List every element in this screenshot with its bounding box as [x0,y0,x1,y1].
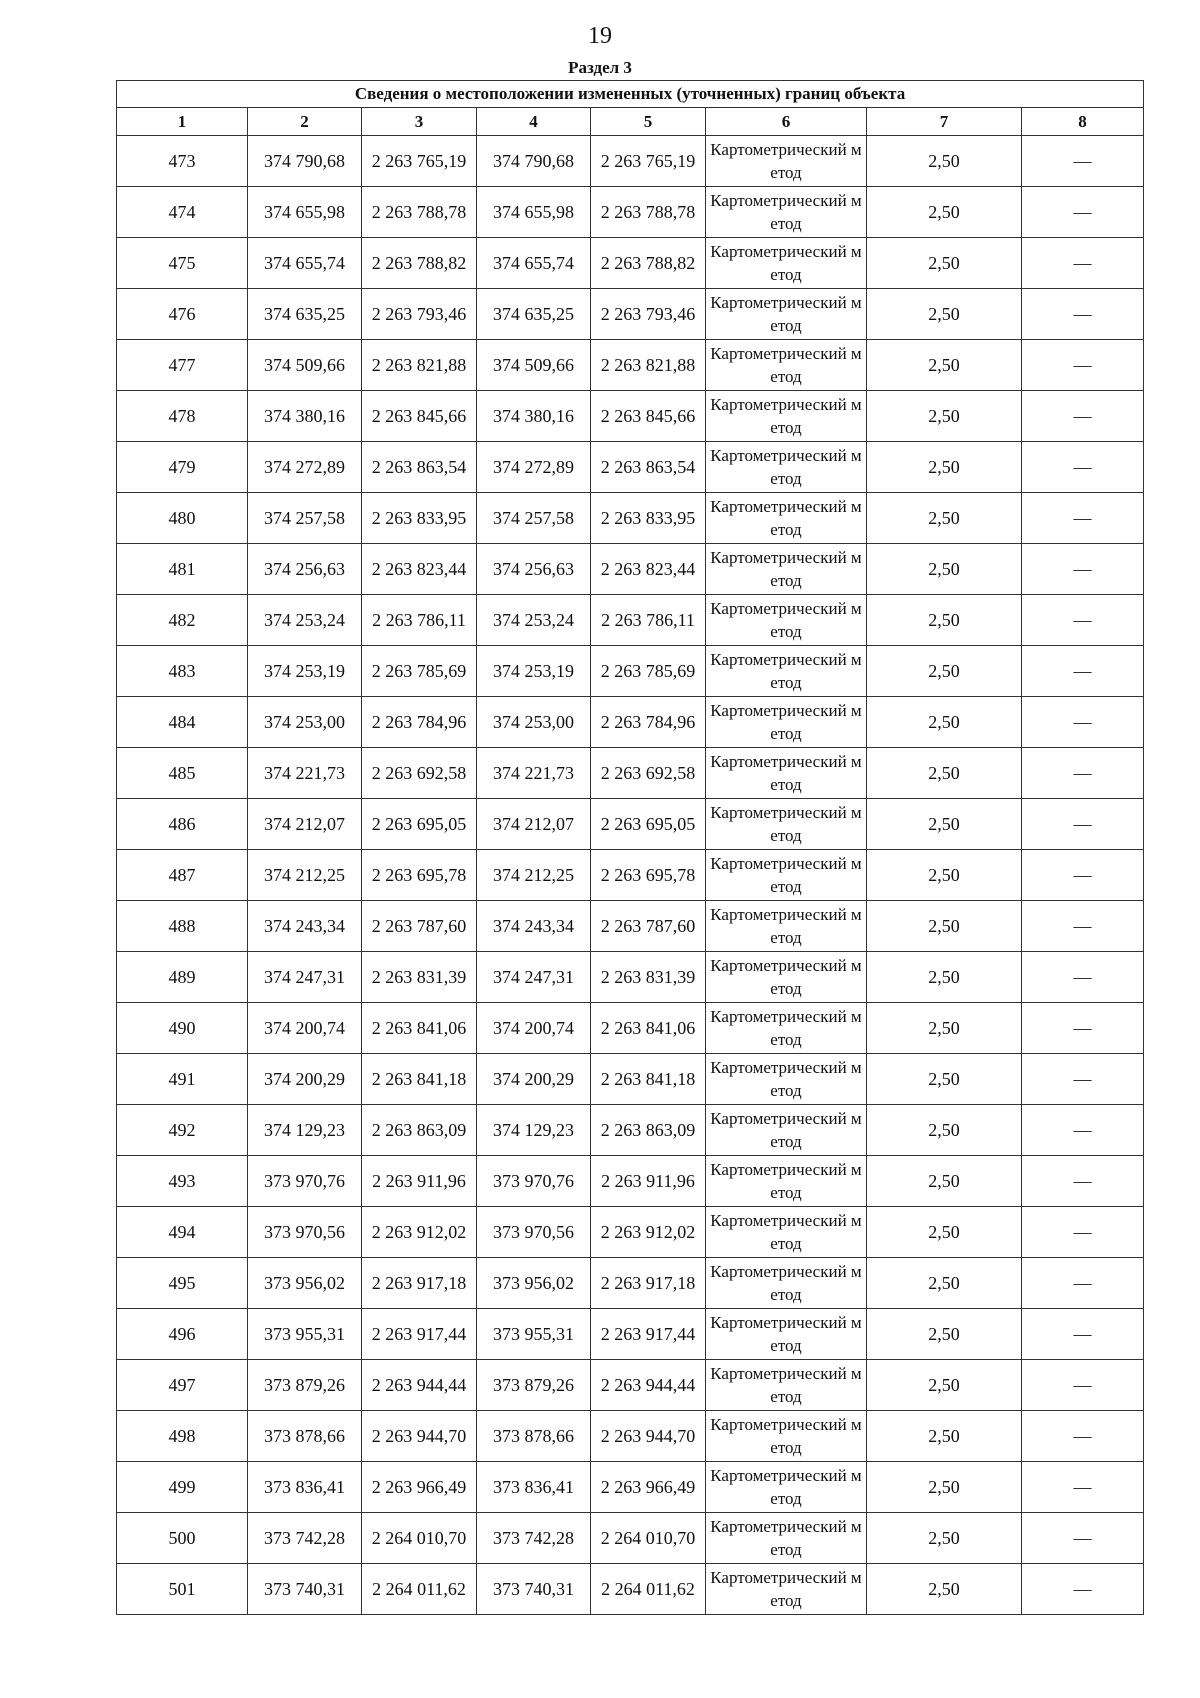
method-cell: Картометрический метод [706,901,867,952]
old-x-cell: 373 879,26 [248,1360,362,1411]
new-y-cell: 2 263 966,49 [591,1462,706,1513]
accuracy-cell: 2,50 [867,1462,1022,1513]
old-x-cell: 374 635,25 [248,289,362,340]
accuracy-cell: 2,50 [867,391,1022,442]
point-number-cell: 494 [117,1207,248,1258]
accuracy-cell: 2,50 [867,442,1022,493]
old-x-cell: 374 221,73 [248,748,362,799]
point-number-cell: 480 [117,493,248,544]
accuracy-cell: 2,50 [867,1156,1022,1207]
new-x-cell: 373 956,02 [477,1258,591,1309]
old-y-cell: 2 263 911,96 [362,1156,477,1207]
boundary-coordinates-table [116,80,1144,1615]
point-number-cell: 474 [117,187,248,238]
accuracy-cell: 2,50 [867,850,1022,901]
table-row [117,544,1144,595]
old-y-cell: 2 263 833,95 [362,493,477,544]
point-number-cell: 481 [117,544,248,595]
description-cell: — [1022,187,1144,238]
accuracy-cell: 2,50 [867,646,1022,697]
method-cell: Картометрический метод [706,1156,867,1207]
point-number-cell: 499 [117,1462,248,1513]
old-y-cell: 2 263 785,69 [362,646,477,697]
old-y-cell: 2 263 788,82 [362,238,477,289]
table-row [117,1207,1144,1258]
new-x-cell: 374 257,58 [477,493,591,544]
old-y-cell: 2 263 863,09 [362,1105,477,1156]
old-x-cell: 374 256,63 [248,544,362,595]
point-number-cell: 493 [117,1156,248,1207]
table-row [117,1105,1144,1156]
new-x-cell: 374 655,98 [477,187,591,238]
old-x-cell: 374 243,34 [248,901,362,952]
description-cell: — [1022,442,1144,493]
description-cell: — [1022,1258,1144,1309]
description-cell: — [1022,544,1144,595]
old-x-cell: 373 970,76 [248,1156,362,1207]
table-row [117,1054,1144,1105]
method-cell: Картометрический метод [706,391,867,442]
method-cell: Картометрический метод [706,1513,867,1564]
description-cell: — [1022,1564,1144,1615]
old-x-cell: 374 509,66 [248,340,362,391]
new-x-cell: 373 970,76 [477,1156,591,1207]
new-y-cell: 2 263 831,39 [591,952,706,1003]
point-number-cell: 485 [117,748,248,799]
accuracy-cell: 2,50 [867,697,1022,748]
new-y-cell: 2 263 863,54 [591,442,706,493]
method-cell: Картометрический метод [706,697,867,748]
old-y-cell: 2 263 944,70 [362,1411,477,1462]
page-number: 19 [588,23,612,49]
new-y-cell: 2 263 788,82 [591,238,706,289]
old-y-cell: 2 264 010,70 [362,1513,477,1564]
point-number-cell: 479 [117,442,248,493]
new-x-cell: 374 253,24 [477,595,591,646]
description-cell: — [1022,850,1144,901]
description-cell: — [1022,1360,1144,1411]
old-x-cell: 374 790,68 [248,136,362,187]
table-row [117,1258,1144,1309]
method-cell: Картометрический метод [706,646,867,697]
point-number-cell: 490 [117,1003,248,1054]
table-row [117,238,1144,289]
old-x-cell: 374 655,74 [248,238,362,289]
point-number-cell: 487 [117,850,248,901]
new-y-cell: 2 263 695,78 [591,850,706,901]
old-x-cell: 374 212,07 [248,799,362,850]
table-caption: Сведения о местоположении измененных (уточненных) границ объекта [117,81,1144,108]
table-row [117,748,1144,799]
old-y-cell: 2 263 863,54 [362,442,477,493]
new-x-cell: 374 247,31 [477,952,591,1003]
table-row [117,1411,1144,1462]
method-cell: Картометрический метод [706,1054,867,1105]
description-cell: — [1022,1513,1144,1564]
accuracy-cell: 2,50 [867,187,1022,238]
description-cell: — [1022,952,1144,1003]
table-row [117,1462,1144,1513]
description-cell: — [1022,646,1144,697]
point-number-cell: 497 [117,1360,248,1411]
new-x-cell: 374 256,63 [477,544,591,595]
method-cell: Картометрический метод [706,1462,867,1513]
method-cell: Картометрический метод [706,340,867,391]
table-row [117,646,1144,697]
table-row [117,289,1144,340]
new-y-cell: 2 263 784,96 [591,697,706,748]
accuracy-cell: 2,50 [867,1105,1022,1156]
new-x-cell: 373 955,31 [477,1309,591,1360]
table-row [117,1156,1144,1207]
accuracy-cell: 2,50 [867,901,1022,952]
new-y-cell: 2 263 917,44 [591,1309,706,1360]
new-y-cell: 2 263 695,05 [591,799,706,850]
table-row [117,595,1144,646]
method-cell: Картометрический метод [706,238,867,289]
old-y-cell: 2 263 841,06 [362,1003,477,1054]
new-y-cell: 2 264 011,62 [591,1564,706,1615]
table-row [117,1309,1144,1360]
method-cell: Картометрический метод [706,1360,867,1411]
new-x-cell: 374 221,73 [477,748,591,799]
accuracy-cell: 2,50 [867,799,1022,850]
new-y-cell: 2 263 845,66 [591,391,706,442]
old-y-cell: 2 263 966,49 [362,1462,477,1513]
new-y-cell: 2 263 786,11 [591,595,706,646]
new-y-cell: 2 263 917,18 [591,1258,706,1309]
method-cell: Картометрический метод [706,799,867,850]
new-y-cell: 2 263 793,46 [591,289,706,340]
column-header: 4 [477,108,591,136]
accuracy-cell: 2,50 [867,544,1022,595]
new-y-cell: 2 263 692,58 [591,748,706,799]
new-y-cell: 2 263 821,88 [591,340,706,391]
point-number-cell: 489 [117,952,248,1003]
old-y-cell: 2 263 917,44 [362,1309,477,1360]
old-x-cell: 374 272,89 [248,442,362,493]
point-number-cell: 482 [117,595,248,646]
new-x-cell: 374 200,74 [477,1003,591,1054]
description-cell: — [1022,1462,1144,1513]
old-y-cell: 2 263 765,19 [362,136,477,187]
new-x-cell: 373 742,28 [477,1513,591,1564]
accuracy-cell: 2,50 [867,1513,1022,1564]
old-y-cell: 2 263 786,11 [362,595,477,646]
accuracy-cell: 2,50 [867,1054,1022,1105]
table-row [117,493,1144,544]
table-row [117,901,1144,952]
table-row [117,442,1144,493]
new-y-cell: 2 263 841,06 [591,1003,706,1054]
description-cell: — [1022,238,1144,289]
old-y-cell: 2 263 917,18 [362,1258,477,1309]
new-y-cell: 2 264 010,70 [591,1513,706,1564]
table-row [117,136,1144,187]
point-number-cell: 483 [117,646,248,697]
old-y-cell: 2 263 784,96 [362,697,477,748]
method-cell: Картометрический метод [706,1564,867,1615]
point-number-cell: 473 [117,136,248,187]
old-x-cell: 373 878,66 [248,1411,362,1462]
accuracy-cell: 2,50 [867,1411,1022,1462]
old-y-cell: 2 263 788,78 [362,187,477,238]
new-x-cell: 374 655,74 [477,238,591,289]
new-x-cell: 373 879,26 [477,1360,591,1411]
description-cell: — [1022,391,1144,442]
new-x-cell: 374 253,19 [477,646,591,697]
table-row [117,1003,1144,1054]
new-x-cell: 374 243,34 [477,901,591,952]
old-x-cell: 373 970,56 [248,1207,362,1258]
old-x-cell: 373 742,28 [248,1513,362,1564]
description-cell: — [1022,1156,1144,1207]
table-row [117,391,1144,442]
point-number-cell: 477 [117,340,248,391]
description-cell: — [1022,340,1144,391]
point-number-cell: 501 [117,1564,248,1615]
new-x-cell: 373 970,56 [477,1207,591,1258]
new-y-cell: 2 263 911,96 [591,1156,706,1207]
method-cell: Картометрический метод [706,1207,867,1258]
table-row [117,340,1144,391]
method-cell: Картометрический метод [706,493,867,544]
column-header: 1 [117,108,248,136]
old-y-cell: 2 263 793,46 [362,289,477,340]
new-y-cell: 2 263 944,70 [591,1411,706,1462]
new-y-cell: 2 263 765,19 [591,136,706,187]
accuracy-cell: 2,50 [867,595,1022,646]
point-number-cell: 484 [117,697,248,748]
point-number-cell: 486 [117,799,248,850]
column-header: 6 [706,108,867,136]
accuracy-cell: 2,50 [867,1309,1022,1360]
accuracy-cell: 2,50 [867,493,1022,544]
old-x-cell: 374 380,16 [248,391,362,442]
old-y-cell: 2 264 011,62 [362,1564,477,1615]
table-row [117,1513,1144,1564]
new-y-cell: 2 263 787,60 [591,901,706,952]
new-x-cell: 374 380,16 [477,391,591,442]
old-y-cell: 2 263 821,88 [362,340,477,391]
new-y-cell: 2 263 833,95 [591,493,706,544]
description-cell: — [1022,1411,1144,1462]
new-x-cell: 374 253,00 [477,697,591,748]
method-cell: Картометрический метод [706,850,867,901]
column-header-row [117,108,1144,136]
old-y-cell: 2 263 695,78 [362,850,477,901]
accuracy-cell: 2,50 [867,1564,1022,1615]
column-header: 2 [248,108,362,136]
accuracy-cell: 2,50 [867,748,1022,799]
old-y-cell: 2 263 841,18 [362,1054,477,1105]
table-row [117,697,1144,748]
accuracy-cell: 2,50 [867,289,1022,340]
method-cell: Картометрический метод [706,595,867,646]
new-x-cell: 374 212,07 [477,799,591,850]
table-row [117,1564,1144,1615]
column-header: 8 [1022,108,1144,136]
new-y-cell: 2 263 823,44 [591,544,706,595]
section-title: Раздел 3 [568,58,632,77]
new-y-cell: 2 263 944,44 [591,1360,706,1411]
new-x-cell: 374 200,29 [477,1054,591,1105]
new-x-cell: 374 790,68 [477,136,591,187]
new-x-cell: 373 836,41 [477,1462,591,1513]
new-x-cell: 374 272,89 [477,442,591,493]
method-cell: Картометрический метод [706,136,867,187]
old-x-cell: 374 200,29 [248,1054,362,1105]
description-cell: — [1022,1105,1144,1156]
old-x-cell: 373 740,31 [248,1564,362,1615]
old-x-cell: 373 836,41 [248,1462,362,1513]
point-number-cell: 495 [117,1258,248,1309]
accuracy-cell: 2,50 [867,1003,1022,1054]
method-cell: Картометрический метод [706,187,867,238]
column-header: 3 [362,108,477,136]
old-x-cell: 374 212,25 [248,850,362,901]
point-number-cell: 476 [117,289,248,340]
new-x-cell: 373 740,31 [477,1564,591,1615]
old-x-cell: 374 200,74 [248,1003,362,1054]
old-x-cell: 374 253,19 [248,646,362,697]
old-y-cell: 2 263 695,05 [362,799,477,850]
description-cell: — [1022,901,1144,952]
old-x-cell: 374 655,98 [248,187,362,238]
old-y-cell: 2 263 692,58 [362,748,477,799]
point-number-cell: 475 [117,238,248,289]
new-x-cell: 373 878,66 [477,1411,591,1462]
old-y-cell: 2 263 831,39 [362,952,477,1003]
old-x-cell: 374 257,58 [248,493,362,544]
old-x-cell: 374 253,24 [248,595,362,646]
method-cell: Картометрический метод [706,442,867,493]
accuracy-cell: 2,50 [867,1360,1022,1411]
description-cell: — [1022,493,1144,544]
old-x-cell: 374 129,23 [248,1105,362,1156]
column-header: 5 [591,108,706,136]
table-row [117,187,1144,238]
table-row [117,850,1144,901]
accuracy-cell: 2,50 [867,340,1022,391]
method-cell: Картометрический метод [706,1411,867,1462]
new-x-cell: 374 129,23 [477,1105,591,1156]
method-cell: Картометрический метод [706,289,867,340]
old-y-cell: 2 263 823,44 [362,544,477,595]
new-x-cell: 374 509,66 [477,340,591,391]
point-number-cell: 500 [117,1513,248,1564]
new-y-cell: 2 263 841,18 [591,1054,706,1105]
description-cell: — [1022,1054,1144,1105]
description-cell: — [1022,799,1144,850]
old-x-cell: 374 253,00 [248,697,362,748]
point-number-cell: 498 [117,1411,248,1462]
method-cell: Картометрический метод [706,952,867,1003]
accuracy-cell: 2,50 [867,1207,1022,1258]
point-number-cell: 492 [117,1105,248,1156]
column-header: 7 [867,108,1022,136]
description-cell: — [1022,289,1144,340]
table-row [117,952,1144,1003]
point-number-cell: 478 [117,391,248,442]
new-y-cell: 2 263 785,69 [591,646,706,697]
new-x-cell: 374 635,25 [477,289,591,340]
old-y-cell: 2 263 845,66 [362,391,477,442]
old-x-cell: 374 247,31 [248,952,362,1003]
old-y-cell: 2 263 944,44 [362,1360,477,1411]
old-y-cell: 2 263 787,60 [362,901,477,952]
old-y-cell: 2 263 912,02 [362,1207,477,1258]
description-cell: — [1022,697,1144,748]
method-cell: Картометрический метод [706,1258,867,1309]
description-cell: — [1022,748,1144,799]
method-cell: Картометрический метод [706,748,867,799]
old-x-cell: 373 955,31 [248,1309,362,1360]
new-y-cell: 2 263 912,02 [591,1207,706,1258]
point-number-cell: 488 [117,901,248,952]
description-cell: — [1022,1003,1144,1054]
accuracy-cell: 2,50 [867,1258,1022,1309]
new-y-cell: 2 263 788,78 [591,187,706,238]
method-cell: Картометрический метод [706,544,867,595]
old-x-cell: 373 956,02 [248,1258,362,1309]
table-body [117,136,1144,1615]
accuracy-cell: 2,50 [867,238,1022,289]
accuracy-cell: 2,50 [867,952,1022,1003]
description-cell: — [1022,136,1144,187]
new-x-cell: 374 212,25 [477,850,591,901]
point-number-cell: 496 [117,1309,248,1360]
method-cell: Картометрический метод [706,1003,867,1054]
table-row [117,1360,1144,1411]
method-cell: Картометрический метод [706,1309,867,1360]
accuracy-cell: 2,50 [867,136,1022,187]
point-number-cell: 491 [117,1054,248,1105]
table-row [117,799,1144,850]
new-y-cell: 2 263 863,09 [591,1105,706,1156]
description-cell: — [1022,1207,1144,1258]
method-cell: Картометрический метод [706,1105,867,1156]
description-cell: — [1022,595,1144,646]
description-cell: — [1022,1309,1144,1360]
